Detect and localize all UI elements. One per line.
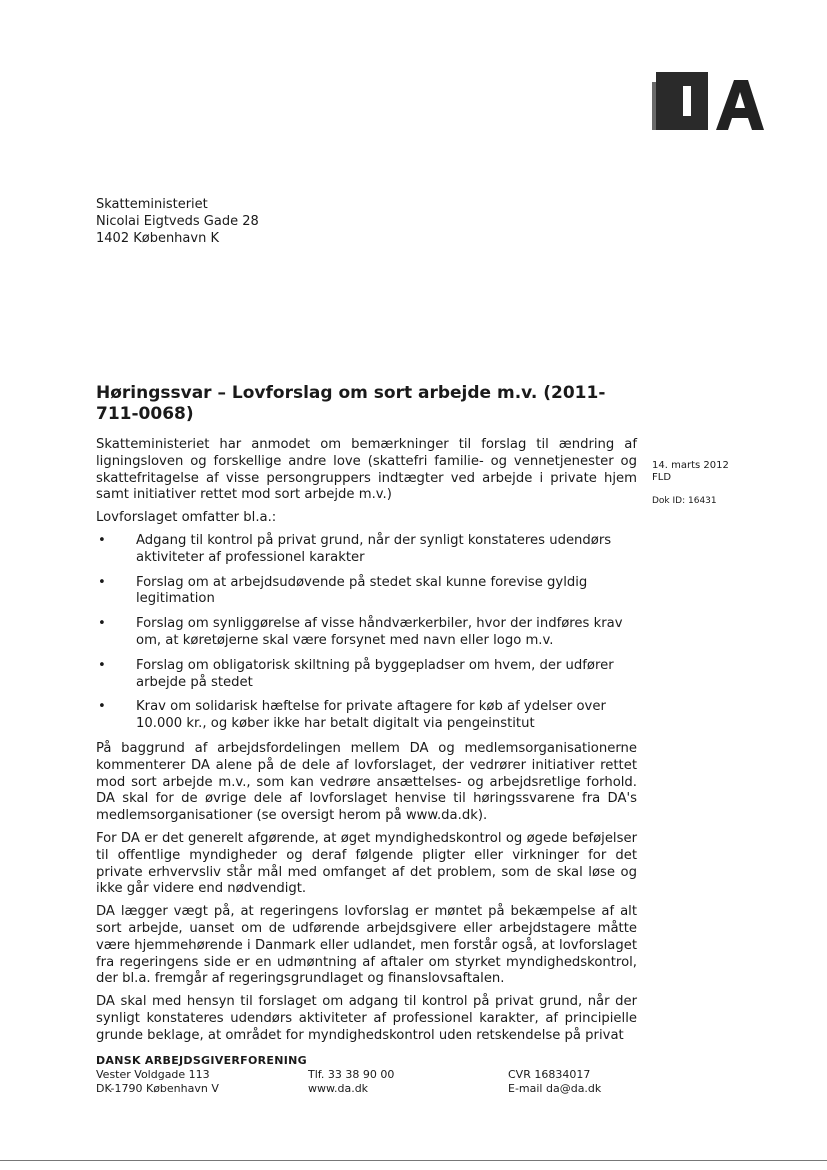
bottom-divider	[0, 1160, 827, 1161]
da-logo-graphic	[652, 72, 764, 134]
intro-paragraph: Skatteministeriet har anmodet om bemærkninger til forslag til ændring af ligningsloven og forskellige andre love (skattefri familie- og vennetjenester og skattefritagelse af visse persongruppers indtægter ved arbejde i private hjem samt initiativer rettet mod sort arbejde m.v.)	[96, 437, 637, 503]
footer-contact	[308, 1068, 508, 1096]
footer-address	[96, 1068, 308, 1096]
address-line-2: Nicolai Eigtveds Gade 28	[96, 214, 259, 229]
list-item-text: Forslag om synliggørelse af visse håndværkerbiler, hvor der indføres krav om, at køretøjerne skal være forsynet med navn eller logo m.v.	[136, 616, 623, 648]
footer-registration	[508, 1068, 708, 1096]
bullet-icon: •	[98, 532, 106, 548]
footer-website: www.da.dk	[308, 1082, 369, 1095]
organisation-name: DANSK ARBEJDSGIVERFORENING	[96, 1054, 307, 1067]
body-paragraph: DA skal med hensyn til forslaget om adgang til kontrol på privat grund, når der synligt konstateres udendørs aktiviteter af professionel karakter, af principielle grunde beklage, at området for myndighedskontrol uden retskendelse på privat	[96, 994, 637, 1043]
address-line-1: Skatteministeriet	[96, 197, 208, 212]
letter-body	[96, 383, 637, 1051]
list-item-text: Forslag om obligatorisk skiltning på byggepladser om hvem, der udfører arbejde på stedet	[136, 657, 614, 690]
body-paragraph: På baggrund af arbejdsfordelingen mellem DA og medlemsorganisationerne kommenterer DA alene på de dele af lovforslaget, der vedrører initiativer rettet mod sort arbejde m.v., som kan vedrøre ansættelses- og arbejdsretlige forhold. DA skal for de øvrige dele af lovforslaget henvise til høringssvarene fra DA's medlemsorganisationer (se oversigt herom på www.da.dk).	[96, 740, 637, 824]
footer-email: E-mail da@da.dk	[508, 1082, 602, 1095]
list-item	[96, 533, 637, 567]
footer-phone: Tlf. 33 38 90 00	[308, 1068, 395, 1081]
body-paragraph: DA lægger vægt på, at regeringens lovforslag er møntet på bekæmpelse af alt sort arbejde, uanset om de udførende arbejdsgivere eller arbejdstagere måtte være hjemmehørende i Danmark eller udlandet, men forstår også, at lovforslaget fra regeringens side er en udmøntning af aftaler om styrket myndighedskontrol, der bl.a. fremgår af regeringsgrundlaget og finanslovsaftalen.	[96, 904, 637, 987]
side-meta	[652, 460, 729, 507]
body-paragraph: For DA er det generelt afgørende, at øget myndighedskontrol og øgede beføjelser til offentlige myndigheder og deraf følgende pligter eller virkninger for det private erhvervsliv står mål med omfanget af det problem, som de skal løse og ikke går videre end nødvendigt.	[96, 830, 637, 897]
document-id: Dok ID: 16431	[652, 496, 717, 506]
address-line-3: 1402 København K	[96, 231, 219, 246]
letter-title: Høringssvar – Lovforslag om sort arbejde m.v. (2011-711-0068)	[96, 383, 606, 424]
list-item-text: Adgang til kontrol på privat grund, når der synligt konstateres udendørs aktiviteter af professionel karakter	[136, 532, 612, 565]
letterhead-footer	[96, 1054, 716, 1096]
da-logo	[652, 72, 764, 134]
bullet-icon: •	[98, 657, 106, 673]
author-initials: FLD	[652, 472, 672, 483]
footer-cvr: CVR 16834017	[508, 1068, 591, 1081]
footer-columns	[96, 1068, 716, 1096]
bullet-icon: •	[98, 616, 106, 632]
footer-city: DK-1790 København V	[96, 1082, 219, 1095]
list-item-text: Forslag om at arbejdsudøvende på stedet skal kunne forevise gyldig legitimation	[136, 574, 588, 607]
list-item	[96, 699, 637, 733]
list-item	[96, 658, 637, 692]
list-item	[96, 616, 637, 650]
footer-street: Vester Voldgade 113	[96, 1068, 210, 1081]
list-item	[96, 575, 637, 609]
recipient-address	[96, 196, 259, 247]
bullet-list	[96, 533, 637, 733]
list-intro: Lovforslaget omfatter bl.a.:	[96, 510, 277, 526]
list-item-text: Krav om solidarisk hæftelse for private aftagere for køb af ydelser over 10.000 kr., og køber ikke har betalt digitalt via pengeinstitut	[136, 699, 606, 732]
bullet-icon: •	[98, 699, 106, 715]
bullet-icon: •	[98, 574, 106, 590]
letter-date: 14. marts 2012	[652, 460, 729, 471]
